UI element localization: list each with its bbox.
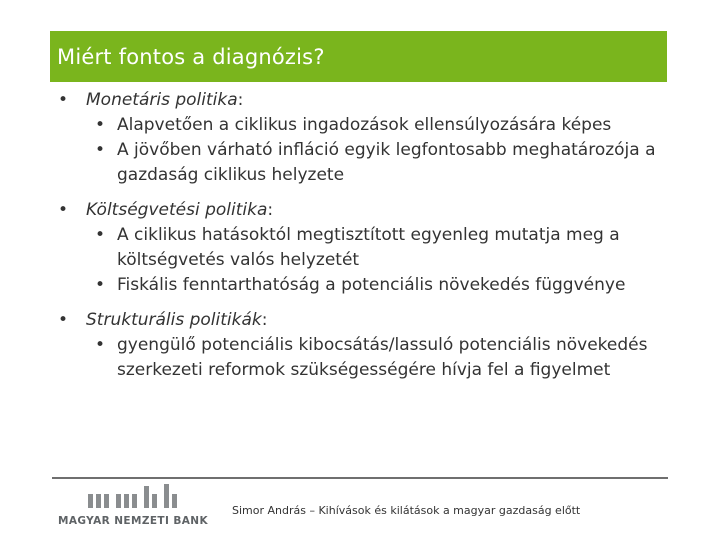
section-structural bbox=[58, 308, 678, 383]
slide-content bbox=[58, 88, 678, 393]
bullet: • bbox=[58, 310, 69, 330]
list-item-text: Alapvetően a ciklikus ingadozások ellensúlyozására képes bbox=[117, 115, 612, 135]
logo-text: MAGYAR NEMZETI BANK bbox=[58, 515, 209, 527]
mnb-logo bbox=[58, 482, 208, 530]
bullet: • bbox=[58, 90, 69, 110]
list-item bbox=[86, 273, 678, 298]
footer-divider bbox=[52, 477, 668, 479]
section-heading-text: Költségvetési politika bbox=[86, 200, 268, 220]
list-item-text: gyengülő potenciális kibocsátás/lassuló potenciális növekedés szerkezeti reformok szükségességére hívja fel a figyelmet bbox=[117, 335, 648, 380]
section-heading bbox=[86, 88, 678, 113]
list-item-text: A jövőben várható infláció egyik legfontosabb meghatározója a gazdaság ciklikus helyzete bbox=[117, 140, 656, 185]
heading-suffix: : bbox=[261, 310, 268, 330]
sub-list bbox=[86, 113, 678, 188]
bullet: • bbox=[95, 275, 106, 295]
title-bar bbox=[50, 31, 667, 82]
section-heading-text: Monetáris politika bbox=[86, 90, 238, 110]
bullet: • bbox=[95, 140, 106, 160]
section-monetary bbox=[58, 88, 678, 188]
list-item-text: A ciklikus hatásoktól megtisztított egyenleg mutatja meg a költségvetés valós helyzetét bbox=[117, 225, 620, 270]
footer-caption: Simor András – Kihívások és kilátások a magyar gazdaság előtt bbox=[232, 504, 581, 517]
section-heading bbox=[86, 198, 678, 223]
bullet: • bbox=[95, 225, 106, 245]
slide-title: Miért fontos a diagnózis? bbox=[57, 44, 325, 69]
list-item bbox=[86, 333, 678, 383]
bullet: • bbox=[58, 200, 69, 220]
sub-list bbox=[86, 333, 678, 383]
section-heading-text: Strukturális politikák bbox=[86, 310, 262, 330]
heading-suffix: : bbox=[237, 90, 244, 110]
logo-bars-icon bbox=[88, 484, 178, 508]
section-heading bbox=[86, 308, 678, 333]
list-item-text: Fiskális fenntarthatóság a potenciális növekedés függvénye bbox=[117, 275, 626, 295]
bullet: • bbox=[95, 115, 106, 135]
heading-suffix: : bbox=[267, 200, 274, 220]
section-fiscal bbox=[58, 198, 678, 298]
list-item bbox=[86, 113, 678, 138]
sub-list bbox=[86, 223, 678, 298]
list-item bbox=[86, 223, 678, 273]
list-item bbox=[86, 138, 678, 188]
bullet: • bbox=[95, 335, 106, 355]
